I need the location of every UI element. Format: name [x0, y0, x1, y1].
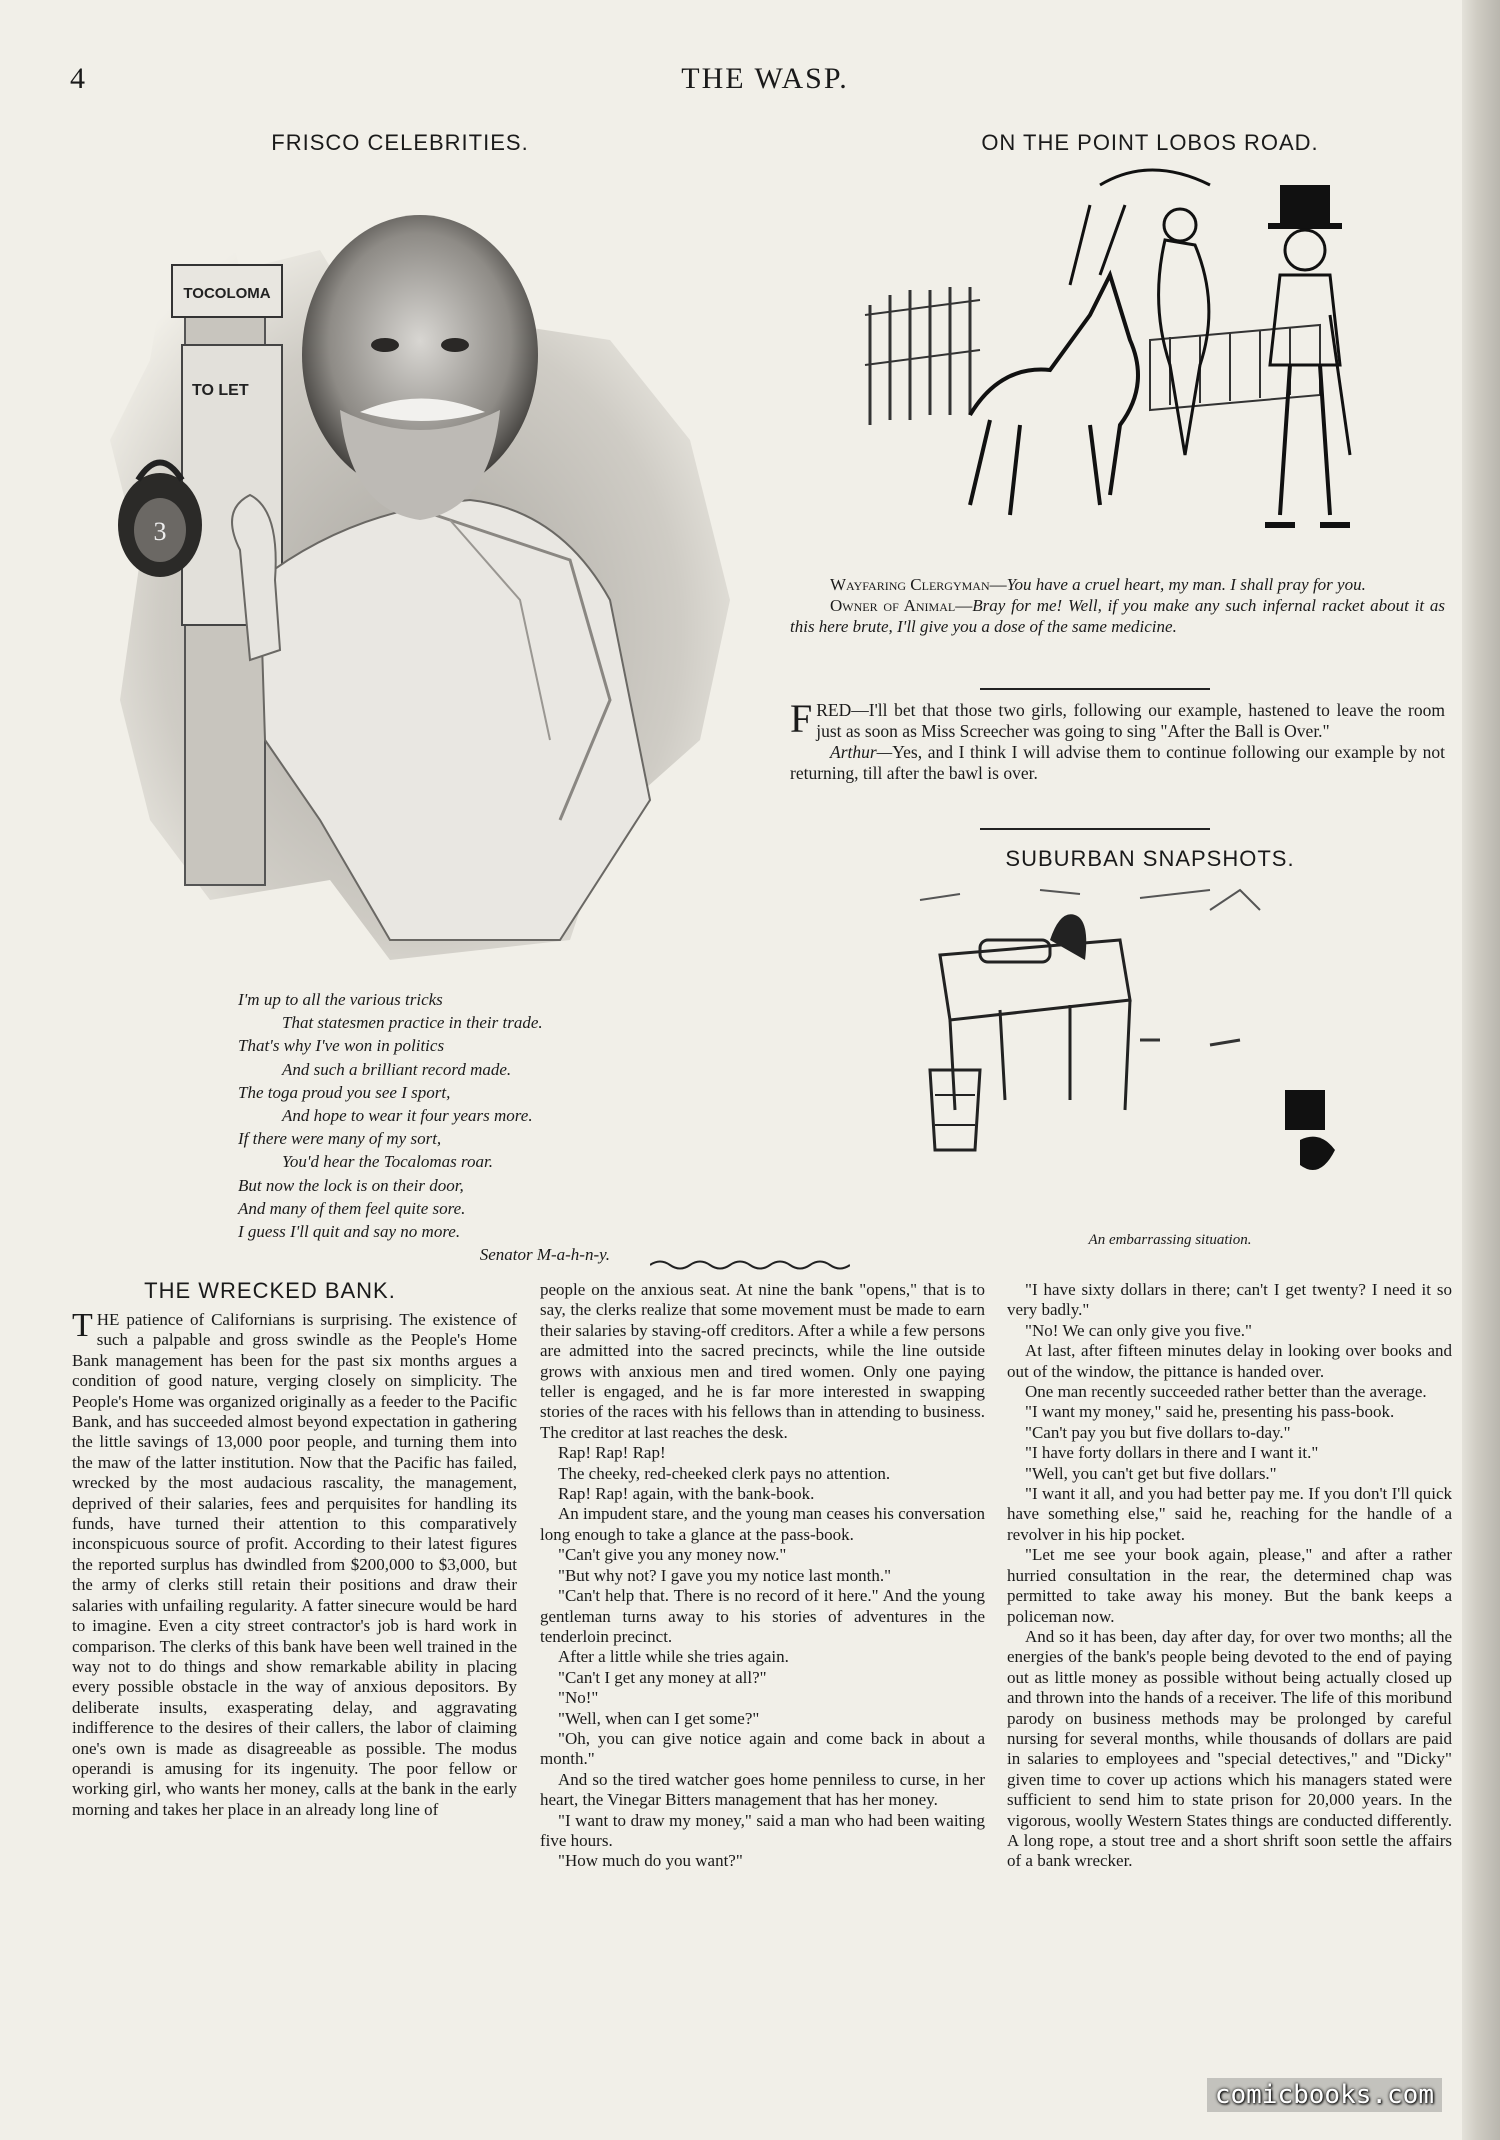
senator-poem: [238, 988, 638, 1266]
article-paragraph: Rap! Rap! Rap!: [558, 1443, 666, 1463]
caption-speaker: Wayfaring Clergyman—: [830, 575, 1007, 594]
article-paragraph: "Oh, you can give notice again and come back in about a month.": [540, 1728, 985, 1769]
poem-line: And hope to wear it four years more.: [282, 1106, 533, 1126]
source-watermark: comicbooks.com: [1207, 2078, 1442, 2112]
section-divider: [980, 688, 1210, 690]
page-number: 4: [70, 62, 85, 95]
article-paragraph: "Well, when can I get some?": [558, 1708, 760, 1728]
article-paragraph: HE patience of Californians is surprising. The existence of such a palpable and gross swindle as the People's Home Bank management has been for the past six months argues a condition of good nature, verging closely on simplicity. The People's Home was organized originally as a feeder to the Pacific Bank, and has succeeded almost beyond expectation in gathering the little savings of 13,000 poor people, and turning them into the maw of the latter institution. Now that the Pacific has failed, wrecked by the most audacious rascality, the management, deprived of their salaries, fees and perquisites for handling its funds, have turned their attention to this comparatively inconspicuous source of profit. According to their latest figures the reported surplus has dwindled from $200,000 to $3,000, but the army of clerks still retain their positions and draw their salaries with unfailing regularity. A fatter sinecure would be hard to imagine. Even a city street contractor's job is hard work in comparison. The clerks of this bank have been well trained in the way not to do things and show remarkable ability in placing every possible obstacle in the way of anxious depositors. By deliberate insults, exasperating delay, and aggravating indifference to the desires of their callers, the labor of claiming one's own is made as disagreeable as possible. The modus operandi is amusing for its ingenuity. The poor fellow or working girl, who wants her money, calls at the bank in the early morning and takes her place in an already long line of: [72, 1310, 517, 1819]
well-girl-illustration: [880, 880, 1380, 1220]
article-paragraph: And so the tired watcher goes home penniless to curse, in her heart, the Vinegar Bitters management that has her money.: [540, 1769, 985, 1810]
point-lobos-heading: ON THE POINT LOBOS ROAD.: [981, 130, 1319, 155]
article-paragraph: The cheeky, red-cheeked clerk pays no attention.: [558, 1463, 891, 1483]
article-paragraph: "Can't help that. There is no record of it here." And the young gentleman turns away to his stories of adventures in the tenderloin precinct.: [540, 1586, 985, 1646]
article-paragraph: "Well, you can't get but five dollars.": [1025, 1463, 1277, 1483]
article-paragraph: And so it has been, day after day, for over two months; all the energies of the bank's people being devoted to the end of paying out as little money as possible without being actually closed up and thrown into the hands of a receiver. The life of this moribund parody on business methods may be prolonged by careful nursing for several months, while thousands of dollars are paid in salaries to employees and "special detectives," and "Dicky" given time to cover up actions which his managers stated were sufficient to send him to state prison for 20,000 years. In the vigorous, woolly Western States things are conducted differently. A long rope, a stout tree and a short shrift soon settle the affairs of a bank wrecker.: [1007, 1626, 1452, 1871]
article-paragraph: "But why not? I gave you my notice last month.": [558, 1565, 892, 1585]
suburban-caption: An embarrassing situation.: [1088, 1232, 1252, 1248]
caption-line: Bray for me! Well, if you make any such infernal racket about it as this here brute, I'll give you a dose of the same medicine.: [790, 596, 1445, 636]
poem-line: I guess I'll quit and say no more.: [238, 1222, 461, 1242]
article-paragraph: "Let me see your book again, please," and after a rather hurried consultation in the rear, the determined chap was permitted to take away his money. But the bank keeps a policeman now.: [1007, 1545, 1452, 1626]
padlock-number: 3: [153, 517, 167, 546]
poem-line: That statesmen practice in their trade.: [282, 1013, 543, 1033]
article-paragraph: After a little while she tries again.: [558, 1647, 789, 1667]
article-column-2: [540, 1280, 985, 1872]
article-paragraph: "I want my money," said he, presenting his pass-book.: [1025, 1402, 1395, 1422]
after-the-ball-joke: [790, 696, 1445, 784]
tocoloma-sign-text: TOCOLOMA: [183, 285, 271, 302]
article-column-1: [72, 1307, 517, 1820]
poem-line: If there were many of my sort,: [238, 1129, 442, 1149]
article-paragraph: people on the anxious seat. At nine the bank "opens," that is to say, the clerks realize that some movement must be made to earn their salaries by staving-off creditors. After a while a few persons are admitted into the sacred precincts, while the line outside grows with anxious men and tired women. Only one paying teller is engaged, and he is far more interested in swapping stories of the races with his fellows than in attending to business. The creditor at last reaches the desk.: [540, 1280, 985, 1442]
joke-speaker: Arthur—: [830, 742, 893, 762]
caption-line: You have a cruel heart, my man. I shall pray for you.: [1006, 575, 1366, 594]
drop-cap: T: [72, 1307, 93, 1344]
suburban-snapshots-heading: SUBURBAN SNAPSHOTS.: [1005, 846, 1295, 871]
caption-speaker: Owner of Animal—: [830, 596, 973, 615]
wrecked-bank-heading: THE WRECKED BANK.: [144, 1278, 396, 1303]
point-lobos-caption: [790, 574, 1445, 637]
poem-line: I'm up to all the various tricks: [238, 990, 443, 1009]
senator-toga-illustration: [90, 180, 750, 980]
poem-line: That's why I've won in politics: [238, 1036, 445, 1056]
poem-line: And many of them feel quite sore.: [238, 1198, 466, 1218]
article-paragraph: "No! We can only give you five.": [1025, 1320, 1253, 1340]
poem-signature: Senator M-a-h-n-y.: [479, 1245, 610, 1265]
poem-line: You'd hear the Tocalomas roar.: [282, 1152, 493, 1172]
joke-paragraph: RED—I'll bet that those two girls, following our example, hastened to leave the room just as soon as Miss Screecher was going to sing "After the Ball is Over.": [816, 700, 1445, 741]
article-paragraph: One man recently succeeded rather better than the average.: [1025, 1382, 1427, 1402]
article-paragraph: "How much do you want?": [558, 1851, 743, 1871]
article-paragraph: Rap! Rap! again, with the bank-book.: [558, 1484, 815, 1504]
joke-paragraph: Yes, and I think I will advise them to continue following our example by not returning, till after the bawl is over.: [790, 742, 1445, 783]
article-paragraph: At last, after fifteen minutes delay in looking over books and out of the window, the pittance is handed over.: [1007, 1341, 1452, 1381]
section-divider: [980, 828, 1210, 830]
ornamental-divider: [650, 1258, 850, 1272]
drop-cap: F: [790, 696, 813, 741]
article-paragraph: "I want it all, and you had better pay me. If you don't I'll quick have something else," said he, reaching for the handle of a revolver in his hip pocket.: [1007, 1484, 1452, 1544]
article-paragraph: "No!": [558, 1688, 599, 1708]
article-paragraph: "I have forty dollars in there and I want it.": [1025, 1443, 1319, 1463]
to-let-sign-text: TO LET: [192, 382, 249, 399]
article-paragraph: An impudent stare, and the young man ceases his conversation long enough to take a glance at the pass-book.: [540, 1504, 985, 1544]
page-edge-shadow: [1462, 0, 1500, 2140]
article-paragraph: "I want to draw my money," said a man who had been waiting five hours.: [540, 1810, 985, 1850]
article-paragraph: "Can't I get any money at all?": [558, 1667, 767, 1687]
article-column-3: [1007, 1280, 1452, 1872]
frisco-celebrities-heading: FRISCO CELEBRITIES.: [271, 130, 529, 155]
clergyman-donkey-illustration: [850, 165, 1390, 560]
poem-line: But now the lock is on their door,: [238, 1175, 464, 1195]
poem-line: The toga proud you see I sport,: [238, 1082, 451, 1102]
poem-line: And such a brilliant record made.: [282, 1059, 512, 1079]
article-paragraph: "Can't give you any money now.": [558, 1545, 787, 1565]
article-paragraph: "Can't pay you but five dollars to-day.": [1025, 1422, 1291, 1442]
article-paragraph: "I have sixty dollars in there; can't I get twenty? I need it so very badly.": [1007, 1280, 1452, 1320]
publication-title: THE WASP.: [681, 62, 849, 95]
